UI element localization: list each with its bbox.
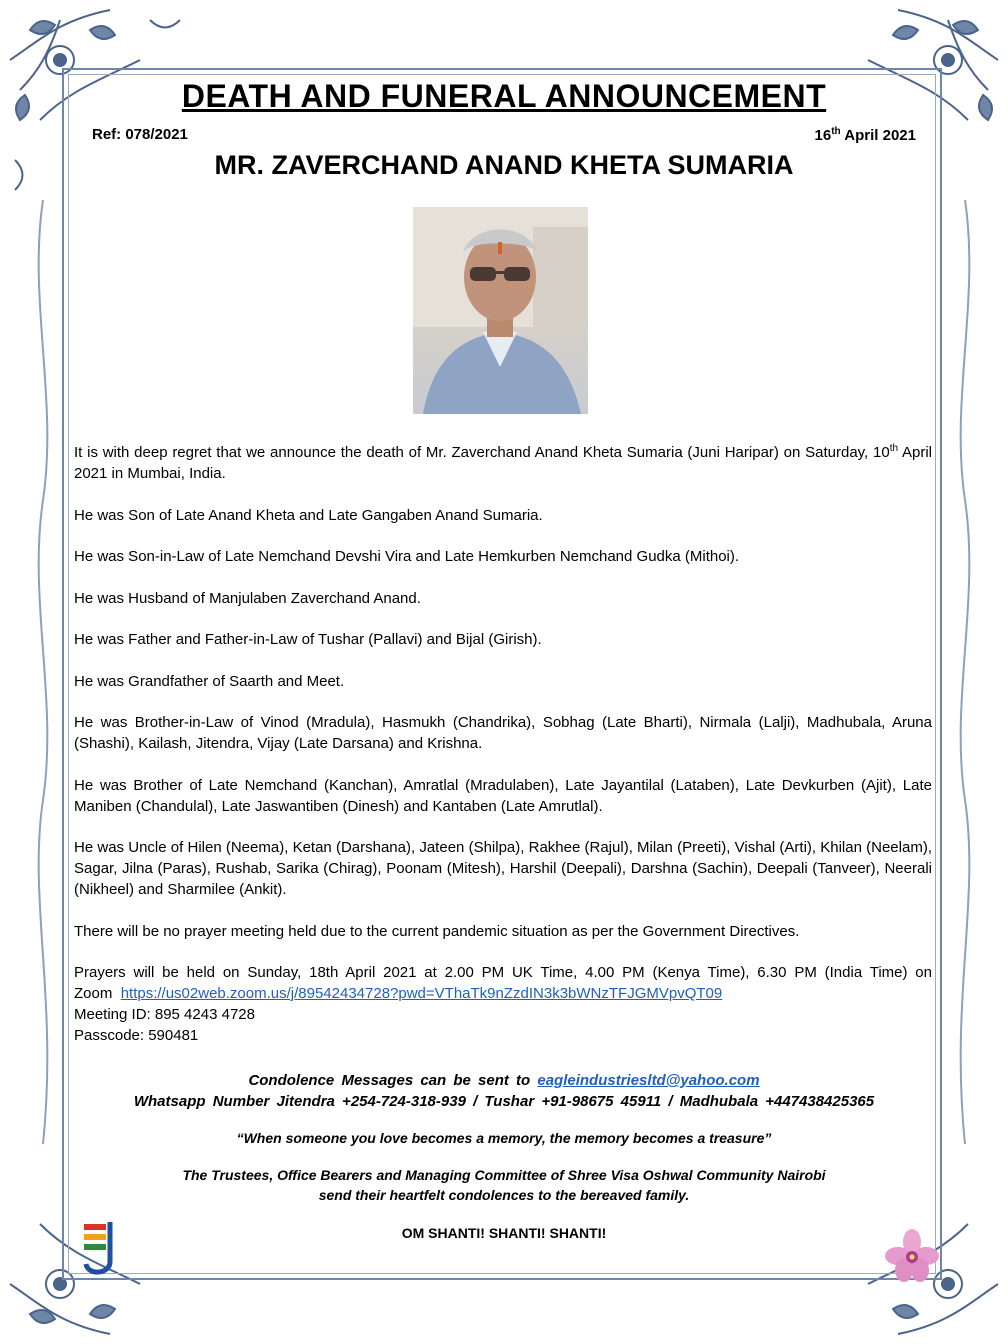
- announcement-date: 16th April 2021: [814, 126, 916, 144]
- paragraph-brother: He was Brother of Late Nemchand (Kanchan), Amratlal (Mradulaben), Late Jayantilal (Lataben), Late Devkurben (Ajit), Late Maniben (Chandulal), Late Jaswantiben (Dinesh) and Kantaben (Late Amrutlal).: [74, 776, 932, 815]
- condolence-line: Condolence Messages can be sent to eagleindustriesltd@yahoo.com: [248, 1072, 760, 1089]
- reference-number: Ref: 078/2021: [92, 126, 188, 143]
- trustees-line-2: send their heartfelt condolences to the bereaved family.: [318, 1187, 690, 1203]
- condolence-block: [0, 1070, 1008, 1112]
- closing-text: OM SHANTI! SHANTI! SHANTI!: [401, 1225, 607, 1241]
- paragraph-father: He was Father and Father-in-Law of Tushar (Pallavi) and Bijal (Girish).: [74, 631, 542, 648]
- paragraph-prayers: Prayers will be held on Sunday, 18th April 2021 at 2.00 PM UK Time, 4.00 PM (Kenya Time), 6.30 PM (India Time) on Zoom https://us02web.zoom.us/j/89542434728?pwd=VThaTk9nZzdIN3k3bWNzTFJGMVpvQT09: [74, 964, 932, 1002]
- portrait-photo: [413, 207, 588, 414]
- memorial-quote: “When someone you love becomes a memory, the memory becomes a treasure”: [236, 1130, 772, 1146]
- trustees-message: [0, 1165, 1008, 1205]
- scroll-ornament-left: [28, 200, 58, 1144]
- trustees-line-1: The Trustees, Office Bearers and Managing Committee of Shree Visa Oshwal Community Nairobi: [182, 1167, 826, 1183]
- whatsapp-line: Whatsapp Number Jitendra +254-724-318-939 / Tushar +91-98675 45911 / Madhubala +447438425365: [133, 1093, 875, 1110]
- passcode: Passcode: 590481: [74, 1027, 199, 1044]
- scroll-ornament-right: [950, 200, 980, 1144]
- paragraph-uncle: He was Uncle of Hilen (Neema), Ketan (Darshana), Jateen (Shilpa), Rakhee (Rajul), Milan (Preeti), Vishal (Arti), Khilan (Neelam), Sagar, Jilna (Paras), Rushab, Sarika (Chirag), Poonam (Mitesh), Harshil (Deepali), Darshna (Sachin), Deepali (Tanveer), Neerali (Nikheel) and Sharmilee (Ankit).: [74, 839, 932, 898]
- page-title: DEATH AND FUNERAL ANNOUNCEMENT: [181, 78, 827, 114]
- orchid-flower-icon: [884, 1228, 940, 1284]
- zoom-link[interactable]: https://us02web.zoom.us/j/89542434728?pwd=VThaTk9nZzdIN3k3bWNzTFJGMVpvQT09: [120, 985, 723, 1002]
- paragraph-brother-in-law: He was Brother-in-Law of Vinod (Mradula), Hasmukh (Chandrika), Sobhag (Late Bharti), Nirmala (Lalji), Madhubala, Aruna (Shashi), Kailash, Jitendra, Vijay (Late Darsana) and Krishna.: [74, 714, 932, 752]
- paragraph-grandfather: He was Grandfather of Saarth and Meet.: [74, 672, 345, 690]
- deceased-name: MR. ZAVERCHAND ANAND KHETA SUMARIA: [214, 150, 794, 180]
- condolence-email-link[interactable]: eagleindustriesltd@yahoo.com: [537, 1072, 760, 1089]
- paragraph-son: He was Son of Late Anand Kheta and Late Gangaben Anand Sumaria.: [74, 506, 543, 524]
- community-logo-icon: [80, 1218, 120, 1278]
- paragraph-son-in-law: He was Son-in-Law of Late Nemchand Devshi Vira and Late Hemkurben Nemchand Gudka (Mithoi).: [74, 548, 740, 565]
- meeting-id: Meeting ID: 895 4243 4728: [74, 1006, 255, 1023]
- paragraph-prayer-meeting: There will be no prayer meeting held due to the current pandemic situation as per the Government Directives.: [74, 922, 800, 940]
- intro-paragraph: It is with deep regret that we announce the death of Mr. Zaverchand Anand Kheta Sumaria (Juni Haripar) on Saturday, 10th April 2021 in Mumbai, India.: [74, 443, 932, 482]
- paragraph-husband: He was Husband of Manjulaben Zaverchand Anand.: [74, 589, 421, 607]
- announcement-body: [74, 442, 932, 1046]
